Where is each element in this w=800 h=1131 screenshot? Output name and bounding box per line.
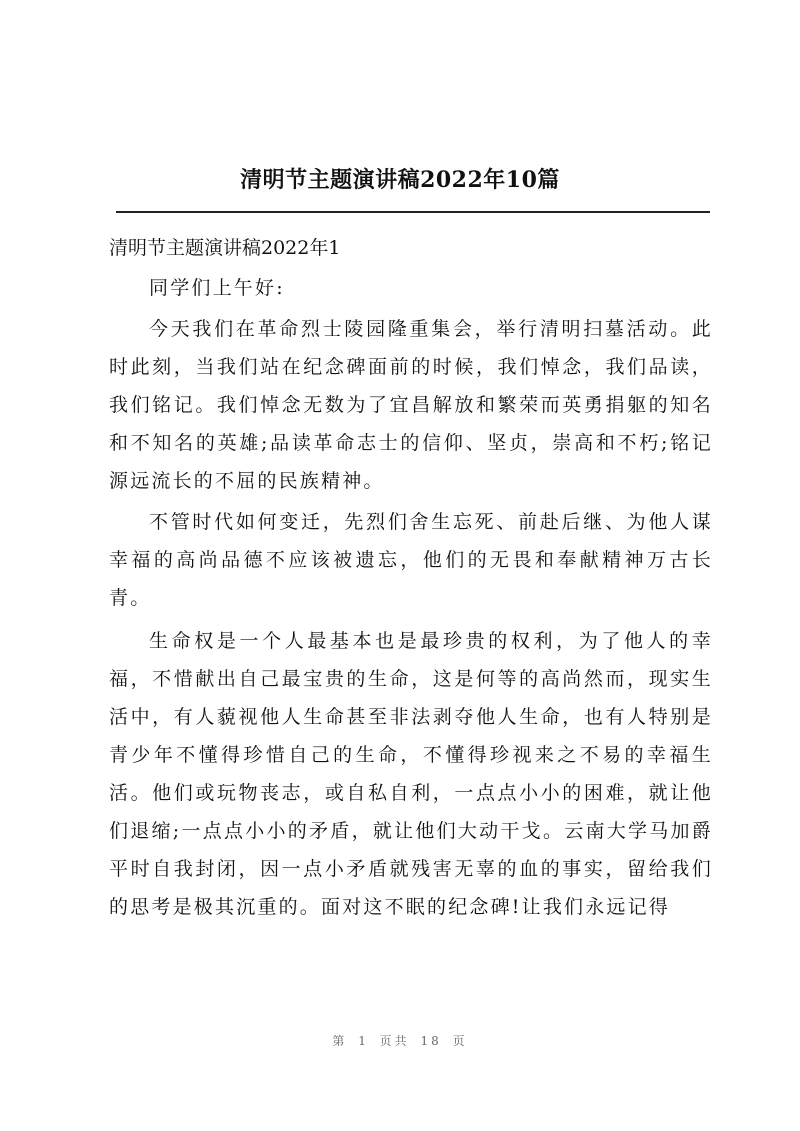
section-heading: 清明节主题演讲稿2022年1 (109, 237, 341, 259)
body-paragraph-1: 今天我们在革命烈士陵园隆重集会，举行清明扫墓活动。此时此刻，当我们站在纪念碑面前的时候，我们悼念，我们品读，我们铭记。我们悼念无数为了宜昌解放和繁荣而英勇捐躯的知名和不知名的英雄;品读革命志士的信仰、坚贞，崇高和不朽;铭记源远流长的不屈的民族精神。 (109, 318, 713, 492)
document-title: 清明节主题演讲稿2022年10篇 (240, 167, 560, 193)
body-paragraph-3: 生命权是一个人最基本也是最珍贵的权利，为了他人的幸福，不惜献出自己最宝贵的生命，这是何等的高尚然而，现实生活中，有人藐视他人生命甚至非法剥夺他人生命，也有人特别是青少年不懂得珍惜自己的生命，不懂得珍视来之不易的幸福生活。他们或玩物丧志，或自私自利，一点点小小的困难，就让他们退缩;一点点小小的矛盾，就让他们大动干戈。云南大学马加爵平时自我封闭，因一点小矛盾就残害无辜的血的事实，留给我们的思考是极其沉重的。面对这不眠的纪念碑!让我们永远记得 (109, 630, 713, 918)
greeting-paragraph: 同学们上午好: (149, 277, 285, 299)
title-divider (116, 211, 710, 213)
document-body (109, 229, 713, 926)
page-number-footer: 第 1 页共 18 页 (332, 1034, 468, 1048)
body-paragraph-2: 不管时代如何变迁，先烈们舍生忘死、前赴后继、为他人谋幸福的高尚品德不应该被遗忘，他们的无畏和奉献精神万古长青。 (109, 511, 713, 609)
